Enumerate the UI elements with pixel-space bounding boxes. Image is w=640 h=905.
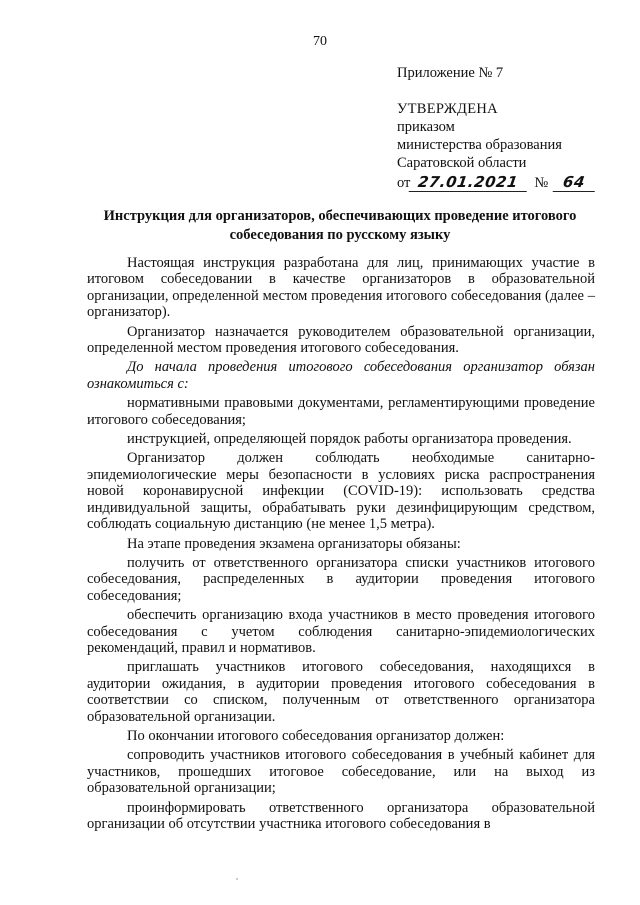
title-line-2: собеседования по русскому языку [229,227,451,243]
title-line-1: Инструкция для организаторов, обеспечивающих проведение итогового [103,208,577,224]
scan-speck [236,878,238,880]
paragraph-inform: проинформировать ответственного организатора образовательной организации об отсутствии участника итогового собеседования в [87,799,595,832]
paragraph-normative-docs: нормативными правовыми документами, регламентирующими проведение итогового собеседования; [87,395,595,428]
approval-line-region: Саратовской области [397,155,527,171]
appendix-label: Приложение № 7 [397,65,504,81]
from-label: от [397,175,411,191]
paragraph-familiarize-heading: До начала проведения итогового собеседования организатор обязан ознакомиться с: [87,359,595,392]
paragraph-instruction: инструкцией, определяющей порядок работы организатора проведения. [127,431,572,448]
approval-stamp-block [397,64,596,192]
approval-line-ministry: министерства образования [397,137,562,153]
paragraph-invite-participants: приглашать участников итогового собеседования, находящихся в аудитории ожидания, в аудитории проведения итогового собеседования в соответствии со списком, полученным от ответственного организатора образовательной организации. [87,659,595,725]
paragraph-after-heading: По окончании итогового собеседования организатор должен: [127,727,505,744]
paragraph-intro: Настоящая инструкция разработана для лиц, принимающих участие в итоговом собеседовании в качестве организаторов в образовательной организации, определенной местом проведения итогового собеседования (далее – организатор). [87,255,595,321]
document-title [70,207,610,245]
order-date-number-line [397,173,596,192]
paragraph-ensure-entry: обеспечить организацию входа участников в место проведения итогового собеседования с учетом соблюдения санитарно-эпидемиологических рекомендаций, правил и нормативов. [87,607,595,656]
page-number: 70 [313,34,327,49]
paragraph-exam-stage-heading: На этапе проведения экзамена организаторы обязаны: [127,535,461,552]
handwritten-date: 27.01.2021 [409,173,530,192]
handwritten-number: 64 [553,173,598,192]
paragraph-escort: сопроводить участников итогового собеседования в учебный кабинет для участников, прошедших итоговое собеседование, или на выход из образовательной организации; [87,747,595,797]
number-sign: № [534,175,549,191]
paragraph-sanitary: Организатор должен соблюдать необходимые санитарно-эпидемиологические меры безопасности в условиях риска распространения новой коронавирусной инфекции (COVID-19): использовать средства индивидуальной защиты, обрабатывать руки дезинфицирующим средством, соблюдать социальную дистанцию (не менее 1,5 метра). [87,450,595,533]
paragraph-appointment: Организатор назначается руководителем образовательной организации, определенной местом проведения итогового собеседования. [87,323,595,357]
document-body [87,255,595,835]
approved-heading: УТВЕРЖДЕНА [397,101,498,117]
approval-line-order: приказом [397,119,455,135]
paragraph-get-lists: получить от ответственного организатора списки участников итогового собеседования, распределенных в аудитории проведения итогового собеседования; [87,554,595,604]
